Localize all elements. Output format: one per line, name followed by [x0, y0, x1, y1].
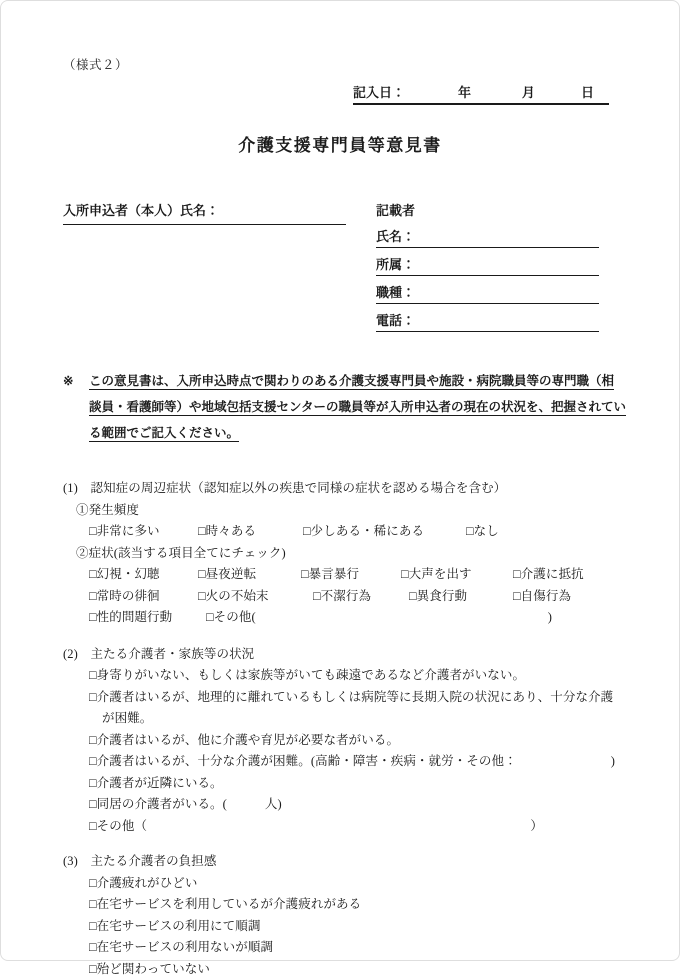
- checkbox-option[interactable]: □時々ある: [198, 521, 303, 543]
- symptoms-subheading: ②症状(該当する項目全てにチェック): [63, 543, 617, 565]
- checkbox-option[interactable]: □身寄りがいない、もしくは家族等がいても疎遠であるなど介護者がいない。: [63, 665, 617, 687]
- close-paren: ）: [530, 816, 543, 838]
- section-2-heading: (2) 主たる介護者・家族等の状況: [63, 644, 617, 666]
- note-line-1: この意見書は、入所申込時点で関わりのある介護支援専門員や施設・病院職員等の専門職（相: [89, 374, 614, 390]
- checkbox-option[interactable]: □大声を出す: [401, 564, 513, 586]
- checkbox-option[interactable]: □在宅サービスを利用しているが介護疲れがある: [63, 894, 617, 916]
- checkbox-option[interactable]: □介護疲れがひどい: [63, 873, 617, 895]
- recorder-affiliation-label: 所属：: [376, 257, 415, 272]
- cohabit-close: 人): [265, 797, 282, 811]
- date-year-label: 年: [458, 82, 471, 101]
- section-1-heading: (1) 認知症の周辺症状（認知症以外の疾患で同様の症状を認める場合を含む）: [63, 478, 617, 500]
- checkbox-option[interactable]: □常時の徘徊: [89, 586, 198, 608]
- checkbox-option-row: [63, 751, 617, 773]
- other-close-paren: ): [548, 607, 552, 629]
- checkbox-option[interactable]: □介護に抵抗: [513, 564, 617, 586]
- checkbox-option[interactable]: □火の不始末: [198, 586, 301, 608]
- close-paren: ): [611, 751, 615, 773]
- section-3-heading: (3) 主たる介護者の負担感: [63, 851, 617, 873]
- instruction-note: [63, 368, 617, 446]
- checkbox-option-continuation: が困難。: [63, 708, 617, 730]
- checkbox-option[interactable]: □介護者はいるが、十分な介護が困難。(高齢・障害・疾病・就労・その他：: [89, 751, 517, 773]
- recorder-heading: 記載者: [376, 200, 599, 219]
- section-caregiver-burden: [63, 851, 617, 980]
- checkbox-option[interactable]: □介護者はいるが、他に介護や育児が必要な者がいる。: [63, 730, 617, 752]
- applicant-name-label: 入所申込者（本人）氏名：: [63, 203, 219, 218]
- checkbox-option[interactable]: □暴言暴行: [301, 564, 401, 586]
- entry-date-label: 記入日：: [353, 82, 405, 101]
- recorder-phone-field[interactable]: [376, 304, 599, 332]
- recorder-occupation-label: 職種：: [376, 285, 415, 300]
- checkbox-option[interactable]: □介護者はいるが、地理的に離れているもしくは病院等に長期入院の状況にあり、十分な介護: [63, 687, 617, 709]
- recorder-block: [376, 200, 599, 332]
- recorder-name-field[interactable]: [376, 220, 599, 248]
- cohabit-open: □同居の介護者がいる。(: [89, 797, 227, 811]
- checkbox-option[interactable]: □自傷行為: [513, 586, 617, 608]
- entry-date-field[interactable]: [353, 82, 609, 105]
- checkbox-option-row: [63, 816, 617, 838]
- symptoms-grid: [63, 564, 617, 607]
- checkbox-option[interactable]: □在宅サービスの利用にて順調: [63, 916, 617, 938]
- frequency-subheading: ①発生頻度: [63, 500, 617, 522]
- checkbox-option[interactable]: □その他（: [89, 816, 147, 838]
- checkbox-option[interactable]: □昼夜逆転: [198, 564, 301, 586]
- checkbox-option[interactable]: □非常に多い: [89, 521, 198, 543]
- checkbox-option[interactable]: □少しある・稀にある: [303, 521, 466, 543]
- checkbox-option[interactable]: [63, 794, 617, 816]
- form-code: （様式２）: [63, 55, 617, 73]
- checkbox-option[interactable]: □在宅サービスの利用ないが順調: [63, 937, 617, 959]
- applicant-name-field[interactable]: [63, 200, 346, 225]
- parties-block: [63, 200, 617, 332]
- symptoms-other-row: [63, 607, 617, 629]
- date-day-label: 日: [581, 82, 594, 101]
- date-month-label: 月: [522, 82, 535, 101]
- recorder-name-label: 氏名：: [376, 229, 415, 244]
- checkbox-option[interactable]: □殆ど関わっていない: [63, 959, 617, 980]
- recorder-phone-label: 電話：: [376, 313, 415, 328]
- note-text: [89, 368, 626, 446]
- frequency-options-row: [63, 521, 617, 543]
- note-line-2: 談員・看護師等）や地域包括支援センターの職員等が入所申込者の現在の状況を、把握されてい: [89, 400, 626, 416]
- other-blank-field[interactable]: [147, 816, 530, 838]
- section-dementia-symptoms: [63, 478, 617, 629]
- checkbox-option[interactable]: □介護者が近隣にいる。: [63, 773, 617, 795]
- note-line-3: る範囲でご記入ください。: [89, 426, 239, 442]
- other-blank-field[interactable]: [517, 751, 611, 773]
- checkbox-option[interactable]: □幻視・幻聴: [89, 564, 198, 586]
- recorder-occupation-field[interactable]: [376, 276, 599, 304]
- page-title: 介護支援専門員等意見書: [63, 131, 617, 156]
- note-marker: ※: [63, 368, 89, 446]
- checkbox-option-other[interactable]: □その他(: [198, 607, 256, 629]
- checkbox-option[interactable]: □性的問題行動: [89, 607, 198, 629]
- checkbox-option[interactable]: □不潔行為: [301, 586, 401, 608]
- checkbox-option[interactable]: □なし: [466, 521, 499, 543]
- other-blank-field[interactable]: [256, 607, 548, 629]
- checkbox-option[interactable]: □異食行動: [401, 586, 513, 608]
- recorder-affiliation-field[interactable]: [376, 248, 599, 276]
- section-caregiver-situation: [63, 644, 617, 838]
